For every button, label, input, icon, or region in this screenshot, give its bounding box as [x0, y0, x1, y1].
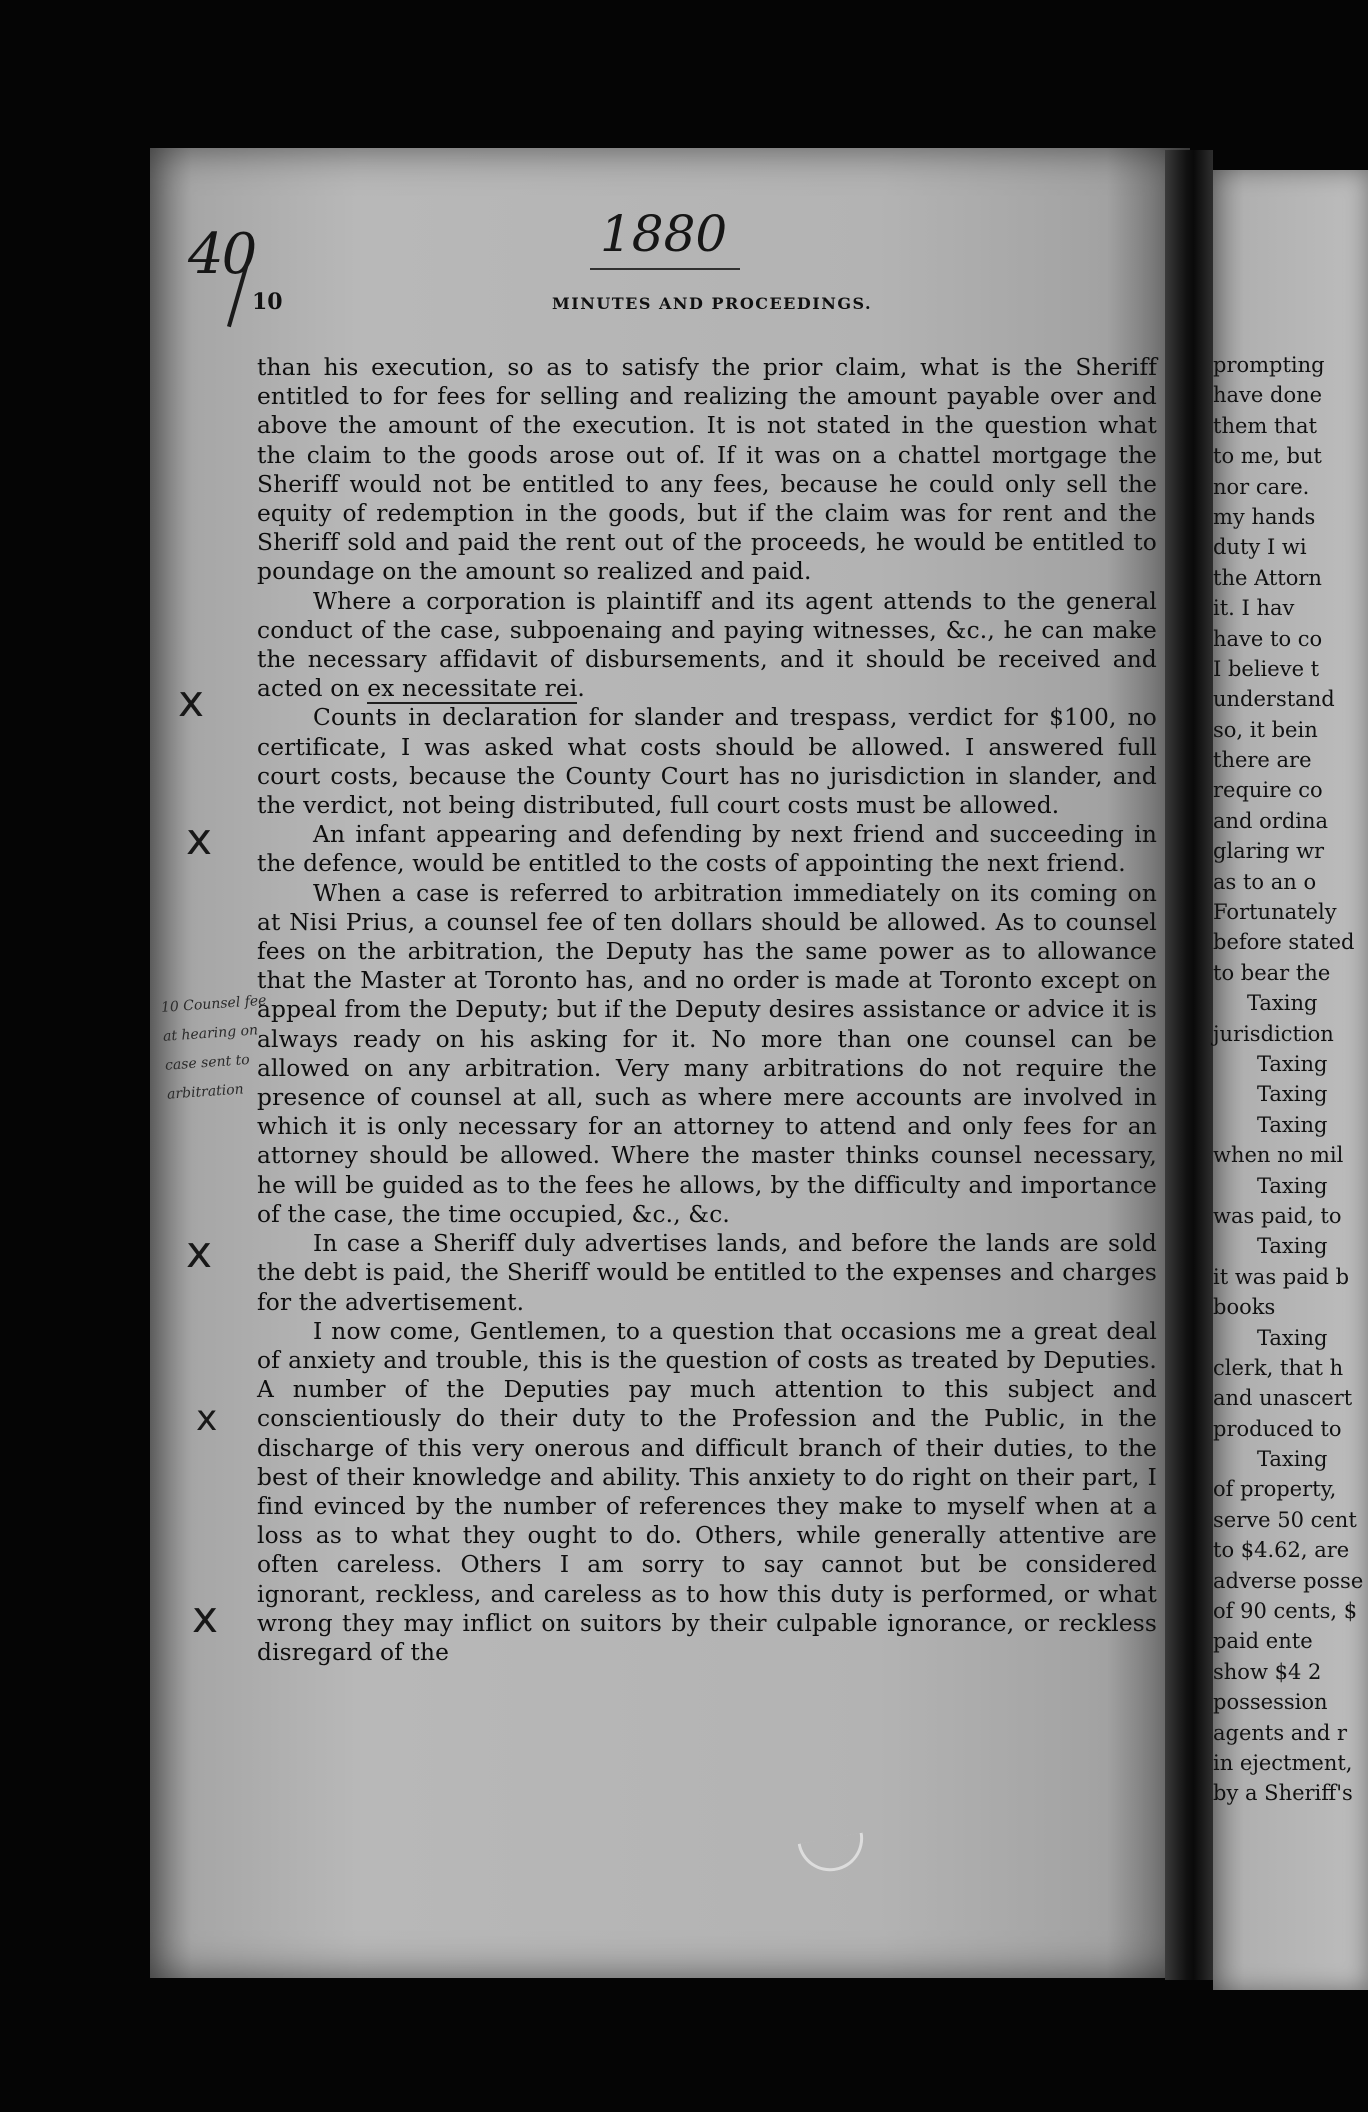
margin-x-mark: x: [192, 1592, 219, 1643]
right-line: it was paid b: [1213, 1264, 1350, 1289]
right-page-text: [1213, 350, 1368, 1809]
right-line: agents and r: [1213, 1720, 1348, 1745]
right-line: require co: [1213, 778, 1323, 803]
right-line: paid ente: [1213, 1629, 1313, 1654]
right-line: show $4 2: [1213, 1659, 1322, 1684]
right-line: Taxing: [1247, 991, 1318, 1016]
right-line: I believe t: [1213, 656, 1320, 681]
year-underline: [590, 268, 740, 270]
right-line: have to co: [1213, 626, 1323, 651]
right-line: serve 50 cent: [1213, 1507, 1357, 1532]
right-line: of 90 cents, $: [1213, 1599, 1358, 1624]
handwritten-folio-number: 40: [188, 222, 256, 287]
margin-x-mark: x: [186, 1227, 213, 1278]
right-line: have done: [1213, 383, 1323, 408]
margin-x-mark: x: [196, 1398, 218, 1439]
right-line: to $4.62, are: [1213, 1538, 1350, 1563]
right-line: Taxing: [1257, 1051, 1328, 1076]
right-line: to me, but: [1213, 444, 1322, 469]
right-line: possession: [1213, 1690, 1328, 1715]
right-line: the Attorn: [1213, 565, 1322, 590]
right-line: Fortunately: [1213, 900, 1337, 925]
right-line: Taxing: [1257, 1112, 1328, 1137]
right-line: produced to: [1213, 1416, 1342, 1441]
margin-x-mark: x: [178, 676, 205, 727]
page-number: 10: [252, 289, 283, 315]
right-line: there are: [1213, 748, 1312, 773]
right-line: clerk, that h: [1213, 1355, 1344, 1380]
paragraph-costs-deputies: I now come, Gentlemen, to a question that occasions me a great deal of anxiety and trouble, this is the question of costs as treated by Deputies. A number of the Deputies pay much attention to this subject and conscientiously do their duty to the Profession and the Public, in the discharge of this very onerous and difficult branch of their duties, to the best of their knowledge and ability. This anxiety to do right on their part, I find evinced by the number of references they make to myself when at a loss as to what they ought to do. Others, while generally attentive are often careless. Others I am sorry to say cannot but be considered ignorant, reckless, and careless as to how this duty is performed, or what wrong they may inflict on suitors by their culpable ignorance, or reckless disregard of the: [257, 1317, 1157, 1666]
right-line: Taxing: [1257, 1173, 1328, 1198]
book-gutter: [1165, 150, 1213, 1980]
handwritten-margin-note: 10 Counsel fee at hearing on case sent to arbitration: [160, 992, 267, 1103]
right-line: of property,: [1213, 1477, 1337, 1502]
handwritten-year: 1880: [600, 205, 728, 263]
paragraph-arbitration-counsel: When a case is referred to arbitration immediately on its coming on at Nisi Prius, a counsel fee of ten dollars should be allowed. As to counsel fees on the arbitration, the Deputy has the same power as to allowance that the Master at Toronto has, and no order is made at Toronto except on appeal from the Deputy; but if the Deputy desires assistance or advice it is always ready on his asking for it. No more than one counsel can be allowed on any arbitration. Very many arbitrations do not require the presence of counsel at all, such as where mere accounts are involved in which it is only necessary for an attorney to attend and only fees for an attorney should be allowed. Where the master thinks counsel necessary, he will be guided as to the fees he allows, by the difficulty and importance of the case, the time occupied, &c., &c.: [257, 879, 1157, 1228]
right-line: so, it bein: [1213, 717, 1318, 742]
right-line: it. I hav: [1213, 596, 1295, 621]
right-line: glaring wr: [1213, 839, 1325, 864]
right-line: and ordina: [1213, 808, 1329, 833]
right-line: Taxing: [1257, 1325, 1328, 1350]
right-line: and unascert: [1213, 1386, 1353, 1411]
paragraph-corporation-plaintiff: [257, 587, 1157, 704]
right-line: Taxing: [1257, 1447, 1328, 1472]
paragraph-sheriff-fees: than his execution, so as to satisfy the prior claim, what is the Sheriff entitled to for fees for selling and realizing the amount payable over and above the amount of the execution. It is not stated in the question what the claim to the goods arose out of. If it was on a chattel mortgage the Sheriff would not be entitled to any fees, because he could only sell the equity of redemption in the goods, but if the claim was for rent and the Sheriff sold and paid the rent out of the proceeds, he would be entitled to poundage on the amount so realized and paid.: [257, 354, 1157, 586]
paragraph-text-end: .: [577, 675, 585, 703]
paragraph-infant-next-friend: An infant appearing and defending by next friend and succeeding in the defence, would be entitled to the costs of appointing the next friend.: [257, 821, 1157, 878]
paragraph-sheriff-advertising: In case a Sheriff duly advertises lands, and before the lands are sold the debt is paid, the Sheriff would be entitled to the expenses and charges for the advertisement.: [257, 1230, 1157, 1316]
right-line: before stated: [1213, 930, 1355, 955]
right-line: my hands: [1213, 504, 1316, 529]
underlined-latin-phrase: ex necessitate rei: [367, 675, 578, 703]
right-line: nor care.: [1213, 474, 1310, 499]
body-text: [257, 353, 1157, 1667]
right-line: as to an o: [1213, 869, 1317, 894]
right-line: by a Sheriff's: [1213, 1781, 1353, 1806]
right-line: Taxing: [1257, 1234, 1328, 1259]
right-line: jurisdiction: [1213, 1021, 1334, 1046]
right-line: when no mil: [1213, 1143, 1344, 1168]
margin-x-mark: x: [186, 814, 213, 865]
right-line: to bear the: [1213, 960, 1331, 985]
right-line: prompting: [1213, 353, 1325, 377]
right-line: duty I wi: [1213, 535, 1307, 560]
right-line: them that: [1213, 413, 1317, 438]
right-line: Taxing: [1257, 1082, 1328, 1107]
running-head: MINUTES AND PROCEEDINGS.: [552, 294, 873, 313]
right-line: was paid, to: [1213, 1203, 1342, 1228]
right-line: in ejectment,: [1213, 1750, 1353, 1775]
right-line: adverse posse: [1213, 1568, 1364, 1593]
right-line: books: [1213, 1295, 1276, 1320]
paragraph-slander-trespass: Counts in declaration for slander and trespass, verdict for $100, no certificate, I was asked what costs should be allowed. I answered full court costs, because the County Court has no jurisdiction in slander, and the verdict, not being distributed, full court costs must be allowed.: [257, 704, 1157, 820]
right-line: understand: [1213, 687, 1335, 712]
paragraph-text: Where a corporation is plaintiff and its agent attends to the general conduct of the case, subpoenaing and paying witnesses, &c., he can make the necessary affidavit of disbursements, and it should be received and acted on: [257, 587, 1157, 703]
